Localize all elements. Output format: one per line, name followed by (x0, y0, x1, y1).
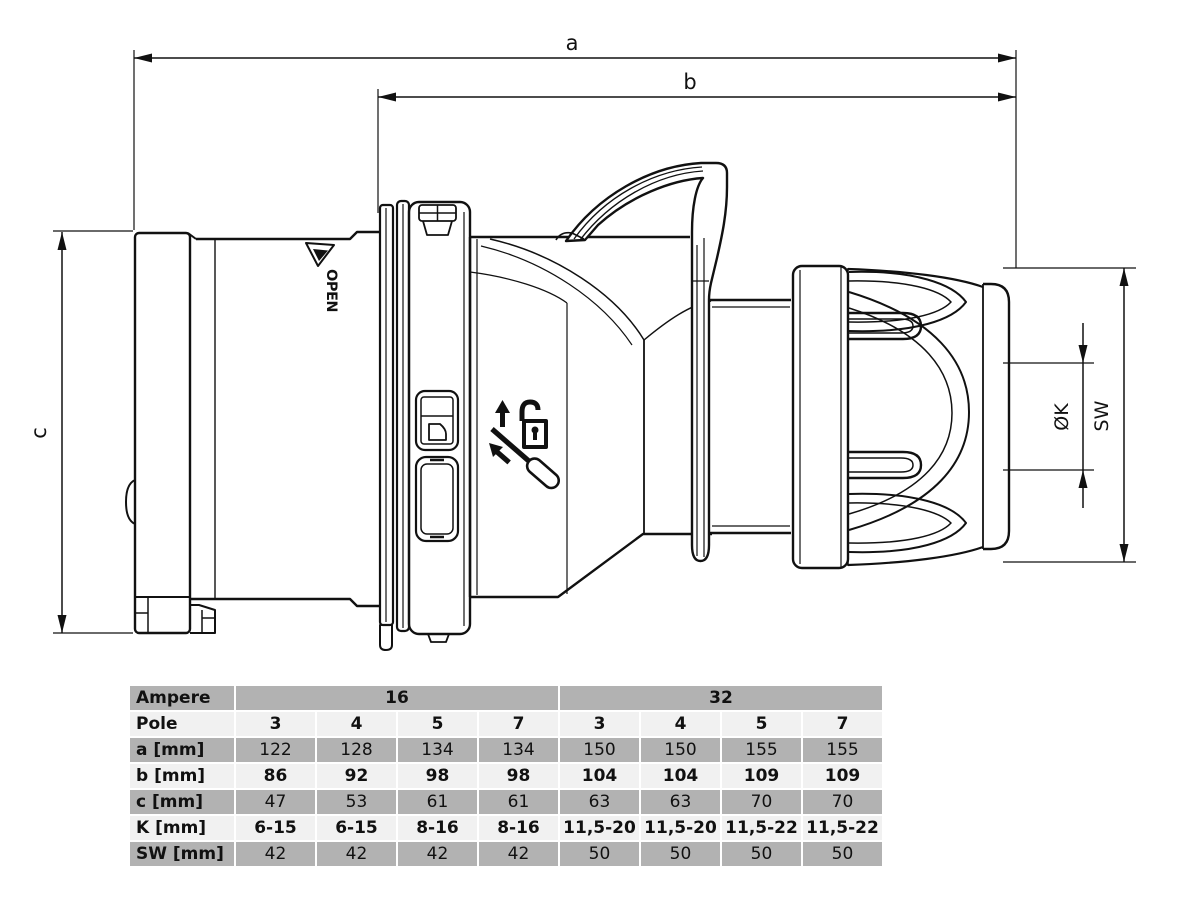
plug-flange-rings (380, 201, 409, 650)
latch-hook-handle (556, 163, 727, 561)
value-cell: 7 (479, 712, 558, 736)
plug-main-cylinder (190, 232, 380, 606)
value-cell: 11,5-22 (722, 816, 801, 840)
value-cell: 42 (398, 842, 477, 866)
row-label: b [mm] (130, 764, 234, 788)
value-cell: 109 (722, 764, 801, 788)
value-cell: 104 (560, 764, 639, 788)
up-arrow-icon (495, 400, 510, 427)
dim-label-b: b (683, 70, 697, 94)
push-direction-arrow-icon (489, 443, 511, 464)
value-cell: 8-16 (398, 816, 477, 840)
value-cell: 42 (479, 842, 558, 866)
row-label: Ampere (130, 686, 234, 710)
open-marker-label: OPEN (323, 269, 339, 312)
table-row (130, 816, 882, 840)
unlock-icons (487, 400, 562, 491)
value-cell: 42 (317, 842, 396, 866)
value-cell: 16 (236, 686, 558, 710)
value-cell: 4 (641, 712, 720, 736)
value-cell: 70 (803, 790, 882, 814)
value-cell: 70 (722, 790, 801, 814)
table-row (130, 712, 882, 736)
row-label: K [mm] (130, 816, 234, 840)
value-cell: 3 (236, 712, 315, 736)
dimension-c (27, 231, 133, 633)
spec-table-body (130, 686, 882, 866)
value-cell: 134 (398, 738, 477, 762)
gland-nut (793, 266, 848, 568)
table-row (130, 764, 882, 788)
value-cell: 63 (641, 790, 720, 814)
value-cell: 155 (803, 738, 882, 762)
value-cell: 98 (479, 764, 558, 788)
value-cell: 150 (560, 738, 639, 762)
gland-petals (848, 269, 983, 565)
plug-back-cap (126, 233, 215, 633)
plug-neck (710, 300, 791, 533)
value-cell: 50 (560, 842, 639, 866)
value-cell: 122 (236, 738, 315, 762)
value-cell: 98 (398, 764, 477, 788)
value-cell: 92 (317, 764, 396, 788)
open-marker (306, 243, 339, 312)
value-cell: 3 (560, 712, 639, 736)
open-padlock-icon (522, 402, 546, 447)
value-cell: 6-15 (317, 816, 396, 840)
spec-table (128, 684, 884, 868)
value-cell: 11,5-20 (641, 816, 720, 840)
dim-label-a: a (565, 31, 579, 55)
dim-label-sw: SW (1091, 400, 1113, 432)
row-label: a [mm] (130, 738, 234, 762)
value-cell: 4 (317, 712, 396, 736)
value-cell: 5 (722, 712, 801, 736)
row-label: SW [mm] (130, 842, 234, 866)
value-cell: 8-16 (479, 816, 558, 840)
value-cell: 61 (398, 790, 477, 814)
dimension-k (1003, 323, 1094, 508)
value-cell: 128 (317, 738, 396, 762)
value-cell: 104 (641, 764, 720, 788)
value-cell: 53 (317, 790, 396, 814)
value-cell: 7 (803, 712, 882, 736)
table-row (130, 842, 882, 866)
value-cell: 50 (722, 842, 801, 866)
value-cell: 11,5-22 (803, 816, 882, 840)
value-cell: 47 (236, 790, 315, 814)
value-cell: 50 (641, 842, 720, 866)
value-cell: 11,5-20 (560, 816, 639, 840)
plug-housing (470, 237, 712, 597)
value-cell: 150 (641, 738, 720, 762)
plug-locking-collar (409, 202, 470, 642)
table-row (130, 686, 882, 710)
value-cell: 134 (479, 738, 558, 762)
value-cell: 6-15 (236, 816, 315, 840)
value-cell: 109 (803, 764, 882, 788)
value-cell: 32 (560, 686, 882, 710)
value-cell: 155 (722, 738, 801, 762)
value-cell: 86 (236, 764, 315, 788)
value-cell: 42 (236, 842, 315, 866)
dim-label-k: ØK (1051, 403, 1073, 431)
table-row (130, 738, 882, 762)
table-row (130, 790, 882, 814)
value-cell: 61 (479, 790, 558, 814)
row-label: c [mm] (130, 790, 234, 814)
row-label: Pole (130, 712, 234, 736)
gland-end-cap (983, 284, 1009, 549)
value-cell: 63 (560, 790, 639, 814)
value-cell: 5 (398, 712, 477, 736)
dim-label-c: c (27, 427, 51, 439)
value-cell: 50 (803, 842, 882, 866)
